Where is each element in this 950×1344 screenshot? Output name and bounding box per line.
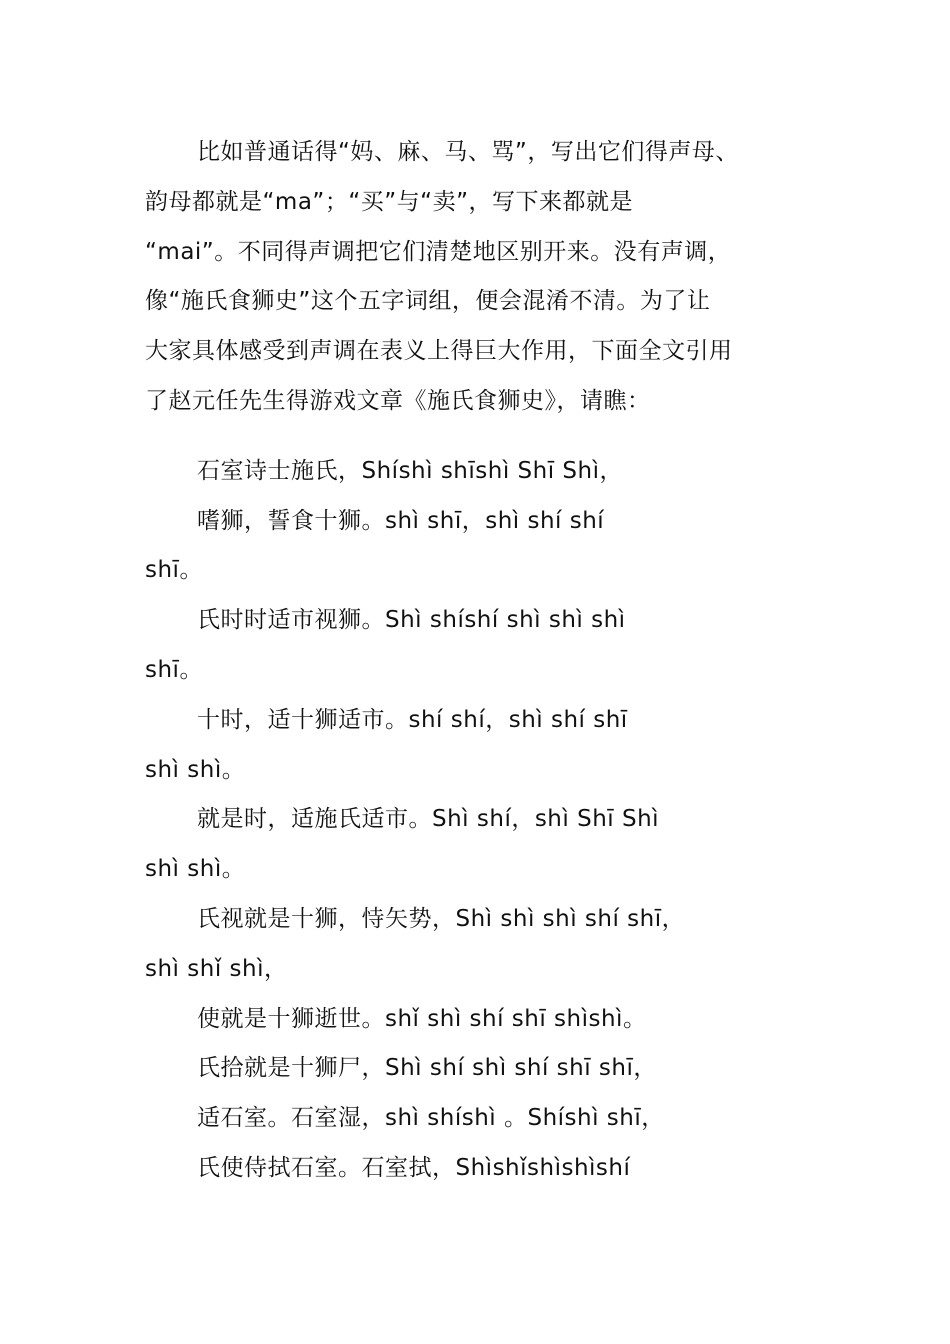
poem-line: 就是时，适施氏适市。Shì shí，shì Shī Shì bbox=[197, 806, 660, 833]
poem-line: 使就是十狮逝世。shǐ shì shí shī shìshì。 bbox=[197, 1005, 647, 1032]
paragraph-spacer bbox=[145, 427, 805, 447]
poem-line: 嗜狮，誓食十狮。shì shī，shì shí shí bbox=[197, 507, 605, 534]
poem-line: 适石室。石室湿，shì shíshì 。Shíshì shī， bbox=[197, 1105, 665, 1132]
poem-line: shī。 bbox=[145, 656, 203, 683]
text-line: “mai”。不同得声调把它们清楚地区别开来。没有声调， bbox=[145, 238, 732, 265]
poem-line: shī。 bbox=[145, 557, 203, 584]
poem-line: 石室诗士施氏，Shíshì shīshì Shī Shì， bbox=[197, 457, 623, 484]
text-line: 比如普通话得“妈、麻、马、骂”，写出它们得声母、 bbox=[197, 139, 739, 165]
poem-line: shì shǐ shì， bbox=[145, 955, 288, 982]
text-line: 韵母都就是“ma”；“买”与“卖”，写下来都就是 bbox=[145, 188, 633, 215]
poem-line: shì shì。 bbox=[145, 756, 246, 783]
poem-line: 氏视就是十狮，恃矢势，Shì shì shì shí shī， bbox=[197, 905, 686, 932]
text-line: 了赵元任先生得游戏文章《施氏食狮史》，请瞧： bbox=[145, 387, 651, 414]
text-line: 像“施氏食狮史”这个五字词组，便会混淆不清。为了让 bbox=[145, 288, 711, 315]
poem-line: 氏时时适市视狮。Shì shíshí shì shì shì bbox=[197, 607, 626, 634]
poem-line: shì shì。 bbox=[145, 856, 246, 883]
text-line: 大家具体感受到声调在表义上得巨大作用，下面全文引用 bbox=[145, 338, 733, 365]
poem-line: 十时，适十狮适市。shí shí，shì shí shī bbox=[197, 706, 628, 733]
poem-line: 氏拾就是十狮尸，Shì shí shì shí shī shī， bbox=[197, 1055, 657, 1082]
document-body bbox=[145, 128, 805, 1194]
poem-line: 氏使侍拭石室。石室拭，Shìshǐshìshìshí bbox=[197, 1154, 631, 1181]
